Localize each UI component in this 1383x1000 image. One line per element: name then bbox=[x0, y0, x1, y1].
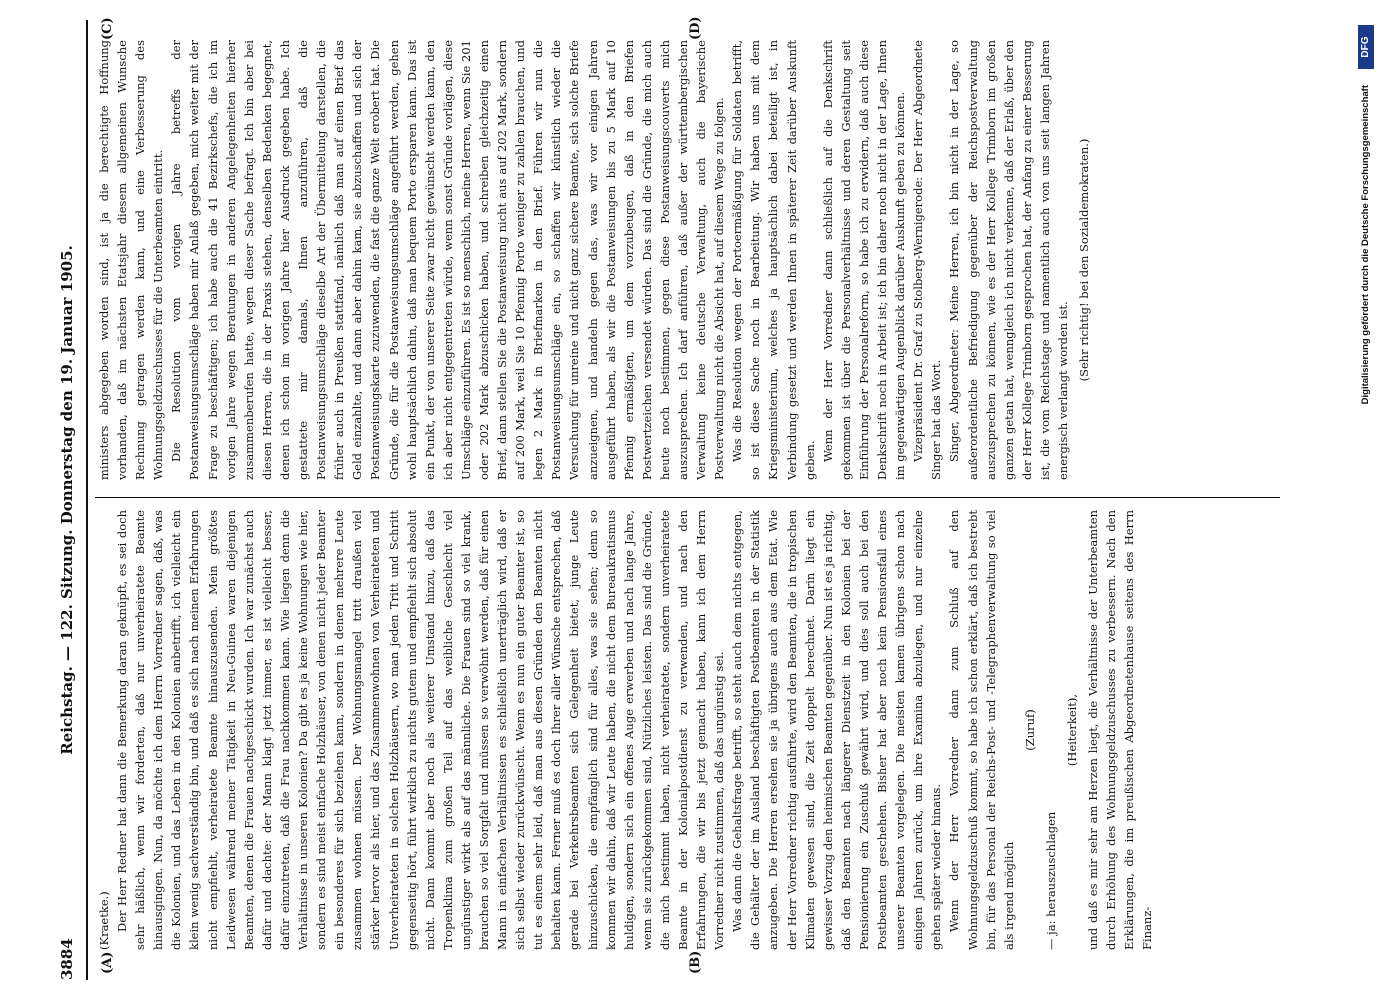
page-number: 3884 bbox=[58, 938, 76, 980]
paragraph: ministers abgegeben worden sind, ist ja die berechtigte Hoffnung vorhanden, daß im nächsten Etatsjahr diesem allgemeinen Wunsche Rechnung getragen werden kann, und eine Verbesserung des Wohnungsgeldzuschusses für die Unterbeamten eintritt. bbox=[97, 40, 166, 480]
marker-c: (C) bbox=[100, 17, 115, 40]
paragraph: Der Herr Redner hat dann die Bemerkung daran geknüpft, es sei doch sehr häßlich, wenn wir forderten, daß nur unverheiratete Beamte hinausgingen. Nun, da möchte ich dem Herrn Vorredner sagen, daß, was die Kolonien, und das Leben in den Kolonien anbetrifft, ich vielleicht ein klein wenig sachverständig bin, und daß es sich nach meinen Erfahrungen nicht empfiehlt, verheiratete Beamte hinauszusenden. Mein größtes Leidwesen während meiner Tätigkeit in Neu-Guinea waren diejenigen Beamten, denen die Frauen nachgeschickt wurden. Ich war zunächst auch dafür und dachte: der Mann klagt jetzt immer, es ist vielleicht besser, dafür einzutreten, daß die Frau nachkommen kann. Wie liegen denn die Verhältnisse in unseren Kolonien? Da gibt es ja keine Wohnungen wie hier, sondern es sind meist einfache Holzhäuser, von denen nicht jeder Beamter ein besonderes für sich beziehen kann, sondern in denen mehrere Leute zusammen wohnen müssen. Der Wohnungsmangel tritt draußen viel stärker hervor als hier, und das Zusammenwohnen von Verheirateten und Unverheirateten in solchen Holzhäusern, wo man jeden Tritt und Schritt gegenseitig hört, führt wirklich zu nichts gutem und empfiehlt sich absolut nicht. Dann kommt aber noch als weiterer Umstand hinzu, daß das Tropenklima zum großen Teil auf das weibliche Geschlecht viel ungünstiger wirkt als auf das männliche. Die Frauen sind so viel krank, brauchen so viel Sorgfalt und müssen so verwöhnt werden, daß für einen Mann in einfachen Verhältnissen es schließlich unerträglich wird, daß er sich selbst wieder zurückwünscht. Wenn es nun ein guter Beamter ist, so tut es einem sehr leid, daß man aus diesen Gründen den Beamten nicht behalten kann. Ferner muß es doch Ihrer aller Wünsche entsprechen, daß gerade bei Verkehrsbeamten sich Gelegenheit bietet, junge Leute hinzuschicken, die empfänglich sind für alles, was sie sehen; denn so kommen wir dahin, daß wir Leute haben, die nicht dem Bureaukratismus huldigen, sondern sich ein offenes Auge erwerben und nach lange Jahre, wenn sie zurückgekommen sind, Nützliches leisten. Das sind die Gründe, die mich bestimmt haben, nicht verheiratete, sondern unverheiratete Beamte in der Kolonialpostdienst zu verwenden, und nach den Erfahrungen, die wir bis jetzt gemacht haben, kann ich dem Herrn Vorredner nicht zustimmen, daß das ungünstig sei. bbox=[115, 510, 727, 950]
dfg-logo: DFG bbox=[1358, 25, 1374, 69]
paragraph: Die Resolution vom vorigen Jahre betreffs der Postanweisungsumschläge haben mir Anlaß gegeben, mich weiter mit der Frage zu beschäftigen; ich habe auch die 41 Bezirkschefs, die ich im vorigen Jahre wegen Beratungen in anderen Angelegenheiten hierher zusammenberufen hatte, wegen dieser Sache befragt. Ich bin aber bei diesen Herren, die in der Praxis stehen, denselben Bedenken begegnet, denen ich schon im vorigen Jahre hier Ausdruck gegeben habe. Ich gestattete mir damals, Ihnen anzuführen, daß die Postanweisungsumschläge dieselbe Art der Übermittelung darstellen, die früher auch in Preußen stattfand, nämlich daß man auf einen Brief das Geld einzahlte, und dann aber dahin kam, sie abzuschaffen und sich der Postanweisungskarte zuzuwenden, die fast die ganze Welt erobert hat. Die Gründe, die für die Postanweisungsumschläge angeführt werden, gehen wohl hauptsächlich dahin, daß man bequem Porto ersparen kann. Das ist ein Punkt, der von unserer Seite zwar nicht gewünscht werden kann, den ich aber nicht entgegentreten würde, wenn sonst Gründe vorlägen, diese Umschläge einzuführen. Es ist so menschlich, meine Herren, wenn Sie 201 oder 202 Mark abzuschicken haben, und schreiben gleichzeitig einen Brief, dann stellen Sie die Postanweisung nicht aus auf 202 Mark, sondern auf 200 Mark, weil Sie 10 Pfennig Porto weniger zu zahlen brauchen, und legen 2 Mark in Briefmarken in den Brief. Führen wir nun die Postanweisungsumschläge ein, so schaffen wir künstlich wieder die Versuchung für unreine und nicht ganz sichere Beamte, sich solche Briefe anzueignen, und handeln gegen das, was wir vor einigen Jahren ausgeführt haben, als wir die Postanweisungen bis zu 5 Mark auf 10 Pfennig ermäßigten, um dem vorzubeugen, daß in den Briefen Postwertzeichen versendet würden. Das sind die Gründe, die mich auch heute noch bestimmen, gegen diese Postanweisungscouverts mich auszusprechen. Ich darf anführen, daß außer der württembergischen Verwaltung keine deutsche Verwaltung, auch die bayerische Postverwaltung nicht die Absicht hat, auf diesem Wege zu folgen. bbox=[169, 40, 727, 480]
continuation-text: — ja: herauszuschlagen bbox=[1043, 811, 1058, 950]
paragraph: Wenn der Herr Vorredner dann zum Schluß auf den Wohnungsgeldzuschuß kommt, so habe ich schon erklärt, daß ich bestrebt bin, für das Personal der Reichs-Post- und -Telegraphenverwaltung so viel als irgend möglich bbox=[947, 510, 1016, 950]
header-rule bbox=[86, 20, 88, 980]
speaker-name: (Kraetke.) bbox=[97, 891, 111, 950]
interjection: (Sehr richtig! bei den Sozialdemokraten.) bbox=[1077, 138, 1092, 382]
funding-note: Digitalisierung gefördert durch die Deutsche Forschungsgemeinschaft bbox=[1360, 85, 1371, 405]
paragraph: Wenn der Herr Vorredner dann schließlich auf die Denkschrift gekommen ist über die Personalverhältnisse und deren Gestaltung seit Einführung der Personalreform, so habe ich zu erwidern, daß auch diese Denkschrift noch in Arbeit ist; ich bin daher noch nicht in der Lage, Ihnen im gegenwärtigen Augenblick darüber Auskunft geben zu können. bbox=[820, 40, 908, 480]
page-header bbox=[58, 20, 84, 980]
singer-speech: Singer, Abgeordneter: Meine Herren, ich bin nicht in der Lage, so außerordentliche Befriedigung gegenüber der Reichspostverwaltung auszusprechen zu können, wie es der Herr Kollege Trimborn im großen ganzen getan hat, wenngleich ich nicht verkenne, daß der Erlaß, über den der Herr Kollege Trimborn gesprochen hat, der Anfang zu einer Besserung ist, die vom Reichstage und namentlich auch von uns seit langen Jahren energisch verlangt worden ist. bbox=[947, 40, 1070, 480]
column-divider bbox=[95, 497, 1280, 498]
vice-president-line: Vizepräsident Dr. Graf zu Stolberg-Wernigerode: Der Herr Abgeordnete Singer hat das Wort. bbox=[911, 40, 944, 480]
right-column bbox=[95, 40, 1280, 480]
marker-d: (D) bbox=[688, 16, 703, 40]
left-column bbox=[95, 510, 1280, 950]
interjection: (Heiterkeit), bbox=[1064, 693, 1079, 767]
marker-b: (B) bbox=[688, 950, 703, 974]
page-title: Reichstag. — 122. Sitzung. Donnerstag den 19. Januar 1905. bbox=[58, 245, 76, 755]
page-footer bbox=[1360, 25, 1378, 975]
paragraph: Was die Resolution wegen der Portoermäßigung für Soldaten betrifft, so ist diese Sache noch in Bearbeitung. Wir haben uns mit dem Kriegsministerium, welches ja hauptsächlich dabei beteiligt ist, in Verbindung gesetzt und werden Ihnen in späterer Zeit darüber Auskunft geben. bbox=[730, 40, 817, 480]
paragraph: und daß es mir sehr am Herzen liegt, die Verhältnisse der Unterbeamten durch Erhöhung des Wohnungsgeldzuschusses zu verbessern. Nach den Erklärungen, die im preußischen Abgeordnetenhause seitens des Herrn Finanz- bbox=[1086, 510, 1155, 950]
interjection: (Zuruf) bbox=[1022, 709, 1037, 751]
paragraph: Was dann die Gehaltsfrage betrifft, so steht auch dem nichts entgegen, die Gehälter der im Ausland beschäftigten Postbeamten in der Statistik anzugeben. Die Herren ersehen sie ja übrigens auch aus dem Etat. Wie der Herr Vorredner richtig ausführte, wird den Beamten, die in tropischen Klimaten gewesen sind, die Zeit doppelt berechnet. Darin liegt ein gewisser Vorzug den heimischen Beamten gegenüber. Nun ist es ja richtig, daß den Beamten nach längerer Dienstzeit in den Kolonien bei der Pensionierung ein Zuschuß gewährt wird, und dies soll auch bei den Postbeamten geschehen. Bisher hat aber noch kein Pensionsfall eines unserer Beamten vorgelegen. Die meisten kamen übrigens schon nach einigen Jahren zurück, um ihre Examina abzulegen, und nur einzelne gehen später wieder hinaus. bbox=[730, 510, 944, 950]
marker-a: (A) bbox=[100, 951, 115, 974]
